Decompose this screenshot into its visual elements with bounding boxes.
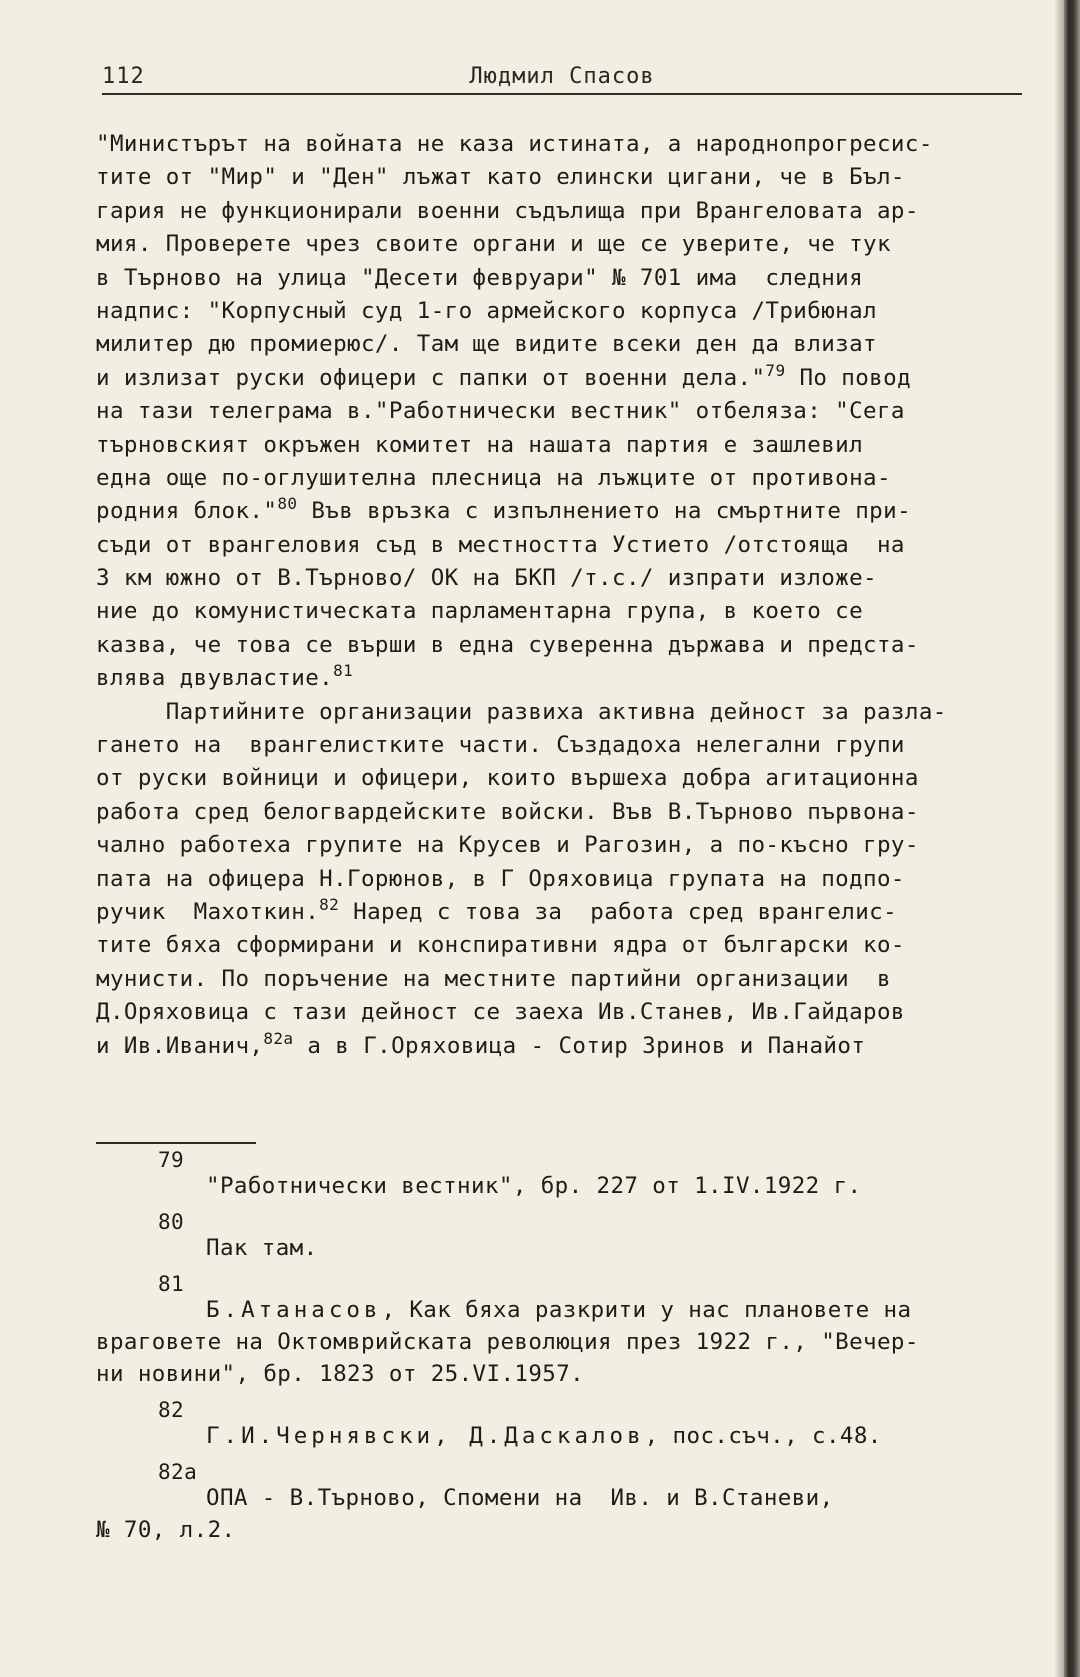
text-segment: ручик Махоткин.: [96, 898, 320, 925]
footnote-text: [96, 1420, 1036, 1452]
footnote-82: [96, 1400, 1036, 1452]
header-rule: [102, 93, 1022, 95]
text-line: [96, 362, 1036, 395]
footnote-mark: 79: [158, 1148, 185, 1172]
footnote-author: Г.И.Чернявски, Д.Даскалов: [206, 1423, 645, 1449]
text-segment: и Ив.Иванич,: [96, 1032, 264, 1059]
text-line: пата на офицера Н.Горюнов, в Г Оряховица групата на подпо-: [96, 865, 905, 892]
text-line: в Търново на улица "Десети февруари" № 701 има следния: [96, 264, 864, 291]
footnotes: [96, 1150, 1036, 1546]
text-line: гария не функционирали военни съдълища при Врангеловата ар-: [96, 197, 919, 224]
text-line: ние до комунистическата парламентарна група, в което се: [96, 598, 864, 625]
text-line: търновският окръжен комитет на нашата партия е зашлевил: [96, 431, 864, 458]
footnote-text: "Работнически вестник", бр. 227 от 1.IV.1922 г.: [206, 1173, 862, 1199]
running-head: Людмил Спасов: [469, 64, 655, 89]
text-line: една още по-оглушителна плесница на лъжците от противона-: [96, 464, 891, 491]
text-line: гането на врангелистките части. Създадоха нелегални групи: [96, 732, 905, 759]
footnote-author: Б.Атанасов: [206, 1297, 382, 1323]
page-number: 112: [102, 64, 145, 89]
text-line: на тази телеграма в."Работнически вестник" отбеляза: "Сега: [96, 398, 905, 425]
footnote-rule: [96, 1142, 256, 1144]
footnote-ref-81: 81: [333, 661, 354, 681]
text-line: [96, 1030, 1036, 1063]
page-shadow: [1054, 0, 1064, 1677]
text-line: надпис: "Корпусный суд 1-го армейского корпуса /Трибюнал: [96, 297, 877, 324]
footnote-ref-79: 79: [765, 360, 786, 380]
footnote-text: ни новини", бр. 1823 от 25.VI.1957.: [96, 1361, 585, 1387]
text-segment: , Как бяха разкрити у нас плановете на: [381, 1297, 912, 1323]
text-segment: и излизат руски офицери с папки от военни дела.": [96, 364, 766, 391]
text-line: мия. Проверете чрез своите органи и ще се уверите, че тук: [96, 231, 891, 258]
text-line: [96, 495, 1036, 528]
text-line: тите от "Мир" и "Ден" лъжат като елински цигани, че в Бъл-: [96, 164, 905, 191]
text-line: 3 км южно от В.Търново/ ОК на БКП /т.с./ изпрати изложе-: [96, 565, 877, 592]
text-line: [96, 896, 1036, 929]
text-segment: а в Г.Оряховица - Сотир Зринов и Панайот: [293, 1032, 866, 1059]
text-segment: Във връзка с изпълнението на смъртните при-: [297, 498, 912, 525]
text-segment: влява двувластие.: [96, 665, 334, 692]
text-segment: родния блок.": [96, 498, 278, 525]
text-line: "Министърът на войната не каза истината, а народнопрогресис-: [96, 131, 933, 157]
footnote-82a: [96, 1462, 1036, 1546]
footnote-text: Пак там.: [206, 1235, 318, 1261]
footnote-text: ОПА - В.Търново, Спомени на Ив. и В.Станеви,: [206, 1485, 834, 1511]
footnote-text: № 70, л.2.: [96, 1517, 236, 1543]
page-header: [102, 64, 1022, 96]
body-text: [96, 128, 1036, 1063]
text-line: тите бяха сформирани и конспиративни ядра от български ко-: [96, 932, 905, 959]
footnote-text: [96, 1294, 1036, 1326]
text-line: от руски войници и офицери, които вършеха добра агитационна: [96, 765, 919, 792]
text-line: съди от врангеловия съд в местността Устието /отстояща на: [96, 531, 905, 558]
footnote-ref-80: 80: [277, 494, 298, 514]
footnote-mark: 81: [158, 1272, 185, 1296]
text-segment: Наред с това за работа сред врангелис-: [339, 898, 898, 925]
footnote-text: враговете на Октомврийската революция през 1922 г., "Вечер-: [96, 1329, 919, 1355]
footnote-80: [96, 1212, 1036, 1264]
text-line: милитер дю промиерюс/. Там ще видите всеки ден да влизат: [96, 331, 877, 358]
text-line: работа сред белогвардейските войски. Във В.Търново първона-: [96, 798, 919, 825]
footnote-79: [96, 1150, 1036, 1202]
footnote-mark: 82: [158, 1398, 185, 1422]
footnote-81: [96, 1274, 1036, 1390]
book-binding-edge: [1064, 0, 1080, 1677]
text-line: Партийните организации развиха активна дейност за разла-: [96, 698, 947, 725]
footnote-mark: 82а: [158, 1460, 198, 1484]
text-line: чално работеха групите на Крусев и Рагозин, а по-късно гру-: [96, 832, 919, 859]
text-line: [96, 662, 1036, 695]
text-line: казва, че това се върши в една суверенна държава и предста-: [96, 631, 919, 658]
footnote-mark: 80: [158, 1210, 185, 1234]
footnote-ref-82: 82: [319, 894, 340, 914]
footnote-ref-82a: 82а: [263, 1028, 294, 1048]
text-segment: По повод: [785, 364, 912, 391]
text-line: мунисти. По поръчение на местните партийни организации в: [96, 965, 891, 992]
text-line: Д.Оряховица с тази дейност се заеха Ив.Станев, Ив.Гайдаров: [96, 999, 905, 1026]
text-segment: , пос.съч., с.48.: [644, 1423, 882, 1449]
